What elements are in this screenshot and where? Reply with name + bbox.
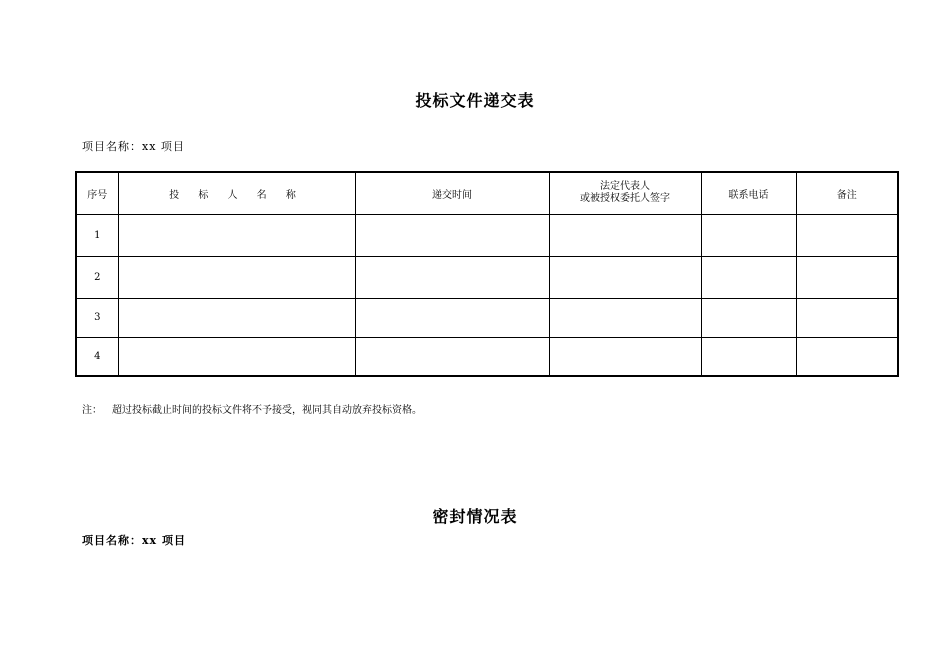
header-seq: 序号	[76, 172, 118, 214]
phone-cell[interactable]	[701, 298, 796, 337]
submission-time-cell[interactable]	[355, 298, 549, 337]
row-seq: 2	[76, 256, 118, 298]
submission-time-cell[interactable]	[355, 256, 549, 298]
submission-table	[75, 171, 899, 377]
footnote	[82, 401, 422, 416]
phone-cell[interactable]	[701, 337, 796, 376]
signature-cell[interactable]	[549, 298, 701, 337]
footnote-text: 超过投标截止时间的投标文件将不予接受，视同其自动放弃投标资格。	[112, 405, 422, 416]
submission-time-cell[interactable]	[355, 214, 549, 256]
footnote-label: 注：	[82, 405, 102, 416]
remark-cell[interactable]	[796, 298, 898, 337]
row-seq: 4	[76, 337, 118, 376]
signature-cell[interactable]	[549, 214, 701, 256]
remark-cell[interactable]	[796, 337, 898, 376]
submission-time-cell[interactable]	[355, 337, 549, 376]
row-seq: 3	[76, 298, 118, 337]
row-seq: 1	[76, 214, 118, 256]
table-row	[76, 337, 898, 376]
submission-form-title: 投标文件递交表	[415, 91, 535, 110]
signature-cell[interactable]	[549, 337, 701, 376]
project-name-label: 项目名称：xx 项目	[82, 140, 185, 153]
bidder-name-cell[interactable]	[118, 256, 355, 298]
seal-form-title: 密封情况表	[432, 507, 518, 526]
remark-cell[interactable]	[796, 256, 898, 298]
header-rep-line1: 法定代表人	[600, 181, 650, 193]
header-bidder-name: 投 标 人 名 称	[118, 172, 355, 214]
seal-project-name-label: 项目名称：xx 项目	[82, 534, 186, 547]
bidder-name-cell[interactable]	[118, 214, 355, 256]
table-row	[76, 214, 898, 256]
remark-cell[interactable]	[796, 214, 898, 256]
phone-cell[interactable]	[701, 214, 796, 256]
header-legal-representative	[549, 172, 701, 214]
table-header-row	[76, 172, 898, 214]
bidder-name-cell[interactable]	[118, 298, 355, 337]
phone-cell[interactable]	[701, 256, 796, 298]
header-phone: 联系电话	[701, 172, 796, 214]
header-remark: 备注	[796, 172, 898, 214]
signature-cell[interactable]	[549, 256, 701, 298]
table-row	[76, 298, 898, 337]
bidder-name-cell[interactable]	[118, 337, 355, 376]
table-row	[76, 256, 898, 298]
header-submission-time: 递交时间	[355, 172, 549, 214]
header-rep-line2: 或被授权委托人签字	[580, 193, 670, 205]
